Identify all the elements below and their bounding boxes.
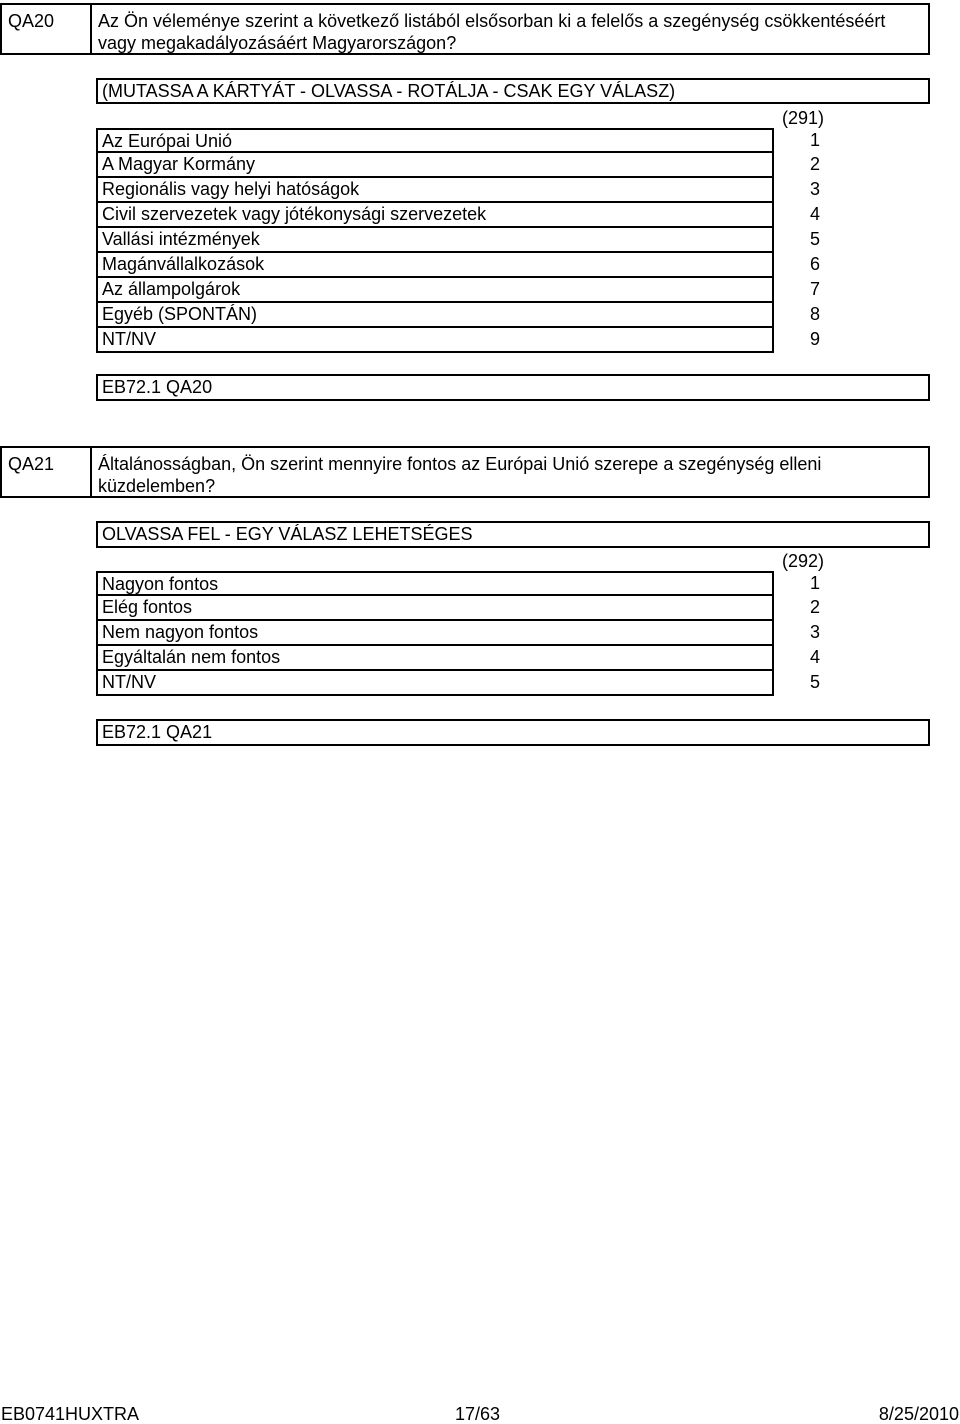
reference-qa21: EB72.1 QA21 bbox=[96, 719, 930, 746]
question-id-qa20: QA20 bbox=[0, 3, 92, 55]
option-code: 9 bbox=[809, 329, 820, 349]
question-id-qa21: QA21 bbox=[0, 446, 92, 498]
option-row: Egyéb (SPONTÁN) bbox=[96, 303, 774, 328]
footer-date: 8/25/2010 bbox=[878, 1404, 959, 1424]
option-code: 3 bbox=[809, 622, 820, 642]
option-row: Elég fontos bbox=[96, 596, 774, 621]
code-header-qa21: (292) bbox=[781, 551, 824, 571]
option-row: NT/NV bbox=[96, 328, 774, 353]
question-text-qa20: Az Ön véleménye szerint a következő listából elsősorban ki a felelős a szegénység csökkentéséért vagy megakadályozásáért Magyarországon? bbox=[90, 3, 930, 55]
option-code: 2 bbox=[809, 597, 820, 617]
option-code: 5 bbox=[809, 672, 820, 692]
option-row: A Magyar Kormány bbox=[96, 153, 774, 178]
option-code: 3 bbox=[809, 179, 820, 199]
option-row: Regionális vagy helyi hatóságok bbox=[96, 178, 774, 203]
option-code: 1 bbox=[809, 573, 820, 593]
option-row: Az Európai Unió bbox=[96, 128, 774, 153]
code-header-qa20: (291) bbox=[781, 108, 824, 128]
option-code: 4 bbox=[809, 647, 820, 667]
option-row: Nem nagyon fontos bbox=[96, 621, 774, 646]
option-code: 8 bbox=[809, 304, 820, 324]
option-row: Az állampolgárok bbox=[96, 278, 774, 303]
option-row: Nagyon fontos bbox=[96, 571, 774, 596]
option-row: Magánvállalkozások bbox=[96, 253, 774, 278]
option-code: 4 bbox=[809, 204, 820, 224]
option-code: 1 bbox=[809, 130, 820, 150]
option-code: 5 bbox=[809, 229, 820, 249]
option-code: 6 bbox=[809, 254, 820, 274]
question-text-qa21: Általánosságban, Ön szerint mennyire fontos az Európai Unió szerepe a szegénység elleni küzdelemben? bbox=[90, 446, 930, 498]
option-row: NT/NV bbox=[96, 671, 774, 696]
footer-page-number: 17/63 bbox=[455, 1404, 501, 1424]
option-code: 7 bbox=[809, 279, 820, 299]
option-row: Egyáltalán nem fontos bbox=[96, 646, 774, 671]
instruction-qa20: (MUTASSA A KÁRTYÁT - OLVASSA - ROTÁLJA - CSAK EGY VÁLASZ) bbox=[96, 78, 930, 104]
option-row: Vallási intézmények bbox=[96, 228, 774, 253]
option-row: Civil szervezetek vagy jótékonysági szervezetek bbox=[96, 203, 774, 228]
footer-doc-code: EB0741HUXTRA bbox=[1, 1404, 140, 1424]
reference-qa20: EB72.1 QA20 bbox=[96, 374, 930, 401]
instruction-qa21: OLVASSA FEL - EGY VÁLASZ LEHETSÉGES bbox=[96, 521, 930, 548]
option-code: 2 bbox=[809, 154, 820, 174]
